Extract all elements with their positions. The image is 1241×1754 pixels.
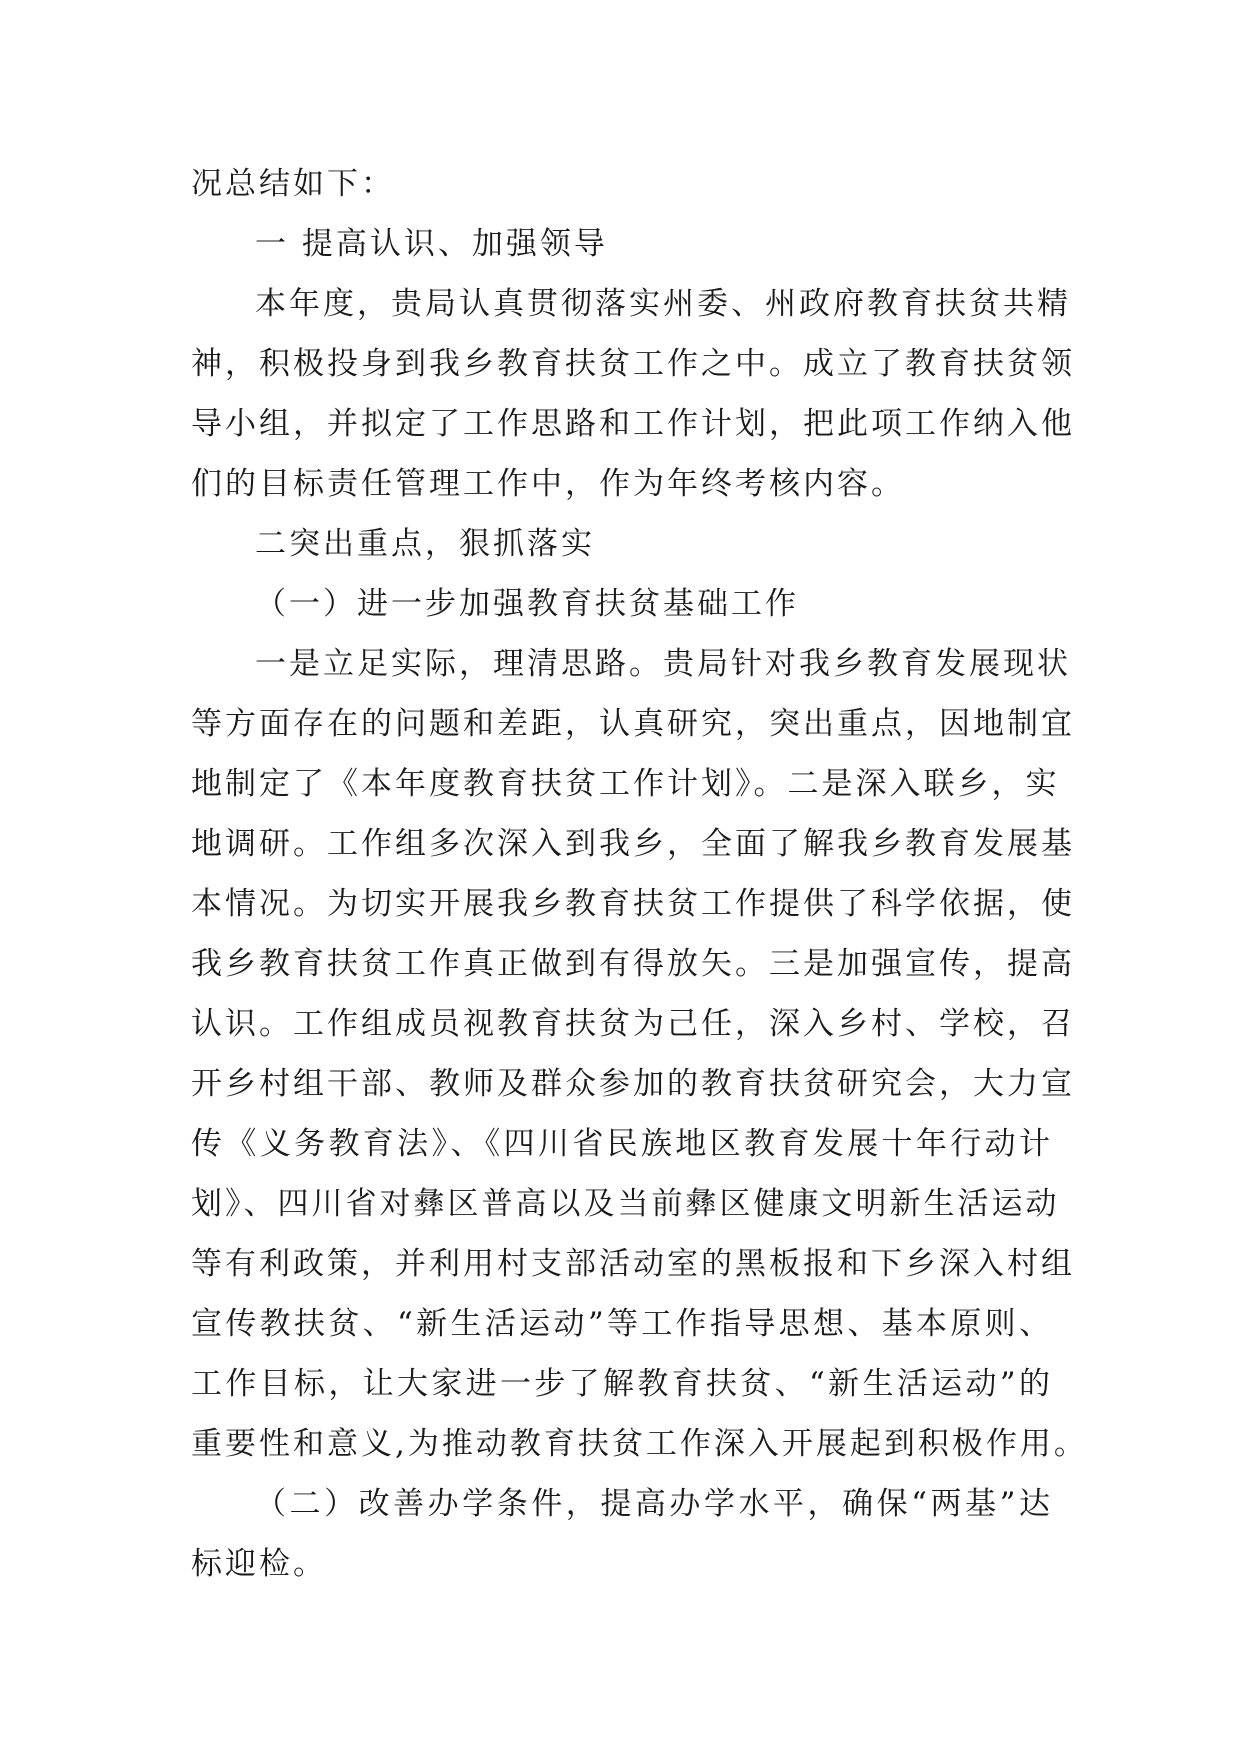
text-line: 划》、四川省对彝区普高以及当前彝区健康文明新生活运动 (191, 1186, 1060, 1222)
text-line: 标迎检。 (191, 1546, 327, 1582)
text-line: 导小组，并拟定了工作思路和工作计划，把此项工作纳入他 (191, 406, 1075, 442)
text-line: 地制定了《本年度教育扶贫工作计划》。二是深入联乡，实 (191, 766, 1060, 802)
text-line: 等方面存在的问题和差距，认真研究，突出重点，因地制宜 (191, 706, 1075, 742)
text-line: 本年度，贵局认真贯彻落实州委、州政府教育扶贫共精 (255, 286, 1071, 322)
text-line: 传《义务教育法》、《四川省民族地区教育发展十年行动计 (191, 1126, 1053, 1162)
section-heading: 一 提高认识、加强领导 (255, 226, 608, 262)
text-line: 神，积极投身到我乡教育扶贫工作之中。成立了教育扶贫领 (191, 346, 1075, 382)
text-line: 本情况。为切实开展我乡教育扶贫工作提供了科学依据，使 (191, 886, 1075, 922)
text-line: 我乡教育扶贫工作真正做到有得放矢。三是加强宣传，提高 (191, 946, 1075, 982)
subsection-heading: （一）进一步加强教育扶贫基础工作 (255, 586, 799, 622)
subsection-heading: （二）改善办学条件，提高办学水平，确保“两基”达 (255, 1486, 1053, 1522)
document-body (191, 154, 1088, 1594)
text-line: 们的目标责任管理工作中，作为年终考核内容。 (191, 466, 905, 502)
text-line: 开乡村组干部、教师及群众参加的教育扶贫研究会，大力宣 (191, 1066, 1075, 1102)
text-line: 宣传教扶贫、“新生活运动”等工作指导思想、基本原则、 (191, 1306, 1053, 1342)
text-line: 地调研。工作组多次深入到我乡，全面了解我乡教育发展基 (191, 826, 1075, 862)
text-line: 等有利政策，并利用村支部活动室的黑板报和下乡深入村组 (191, 1246, 1075, 1282)
text-line: 工作目标，让大家进一步了解教育扶贫、“新生活运动”的 (191, 1366, 1053, 1402)
text-line: 况总结如下： (191, 166, 395, 202)
text-line: 一是立足实际，理清思路。贵局针对我乡教育发展现状 (255, 646, 1071, 682)
text-line: 重要性和意义,为推动教育扶贫工作深入开展起到积极作用。 (191, 1426, 1088, 1462)
text-line: 认识。工作组成员视教育扶贫为己任，深入乡村、学校，召 (191, 1006, 1075, 1042)
section-heading: 二突出重点，狠抓落实 (255, 526, 595, 562)
